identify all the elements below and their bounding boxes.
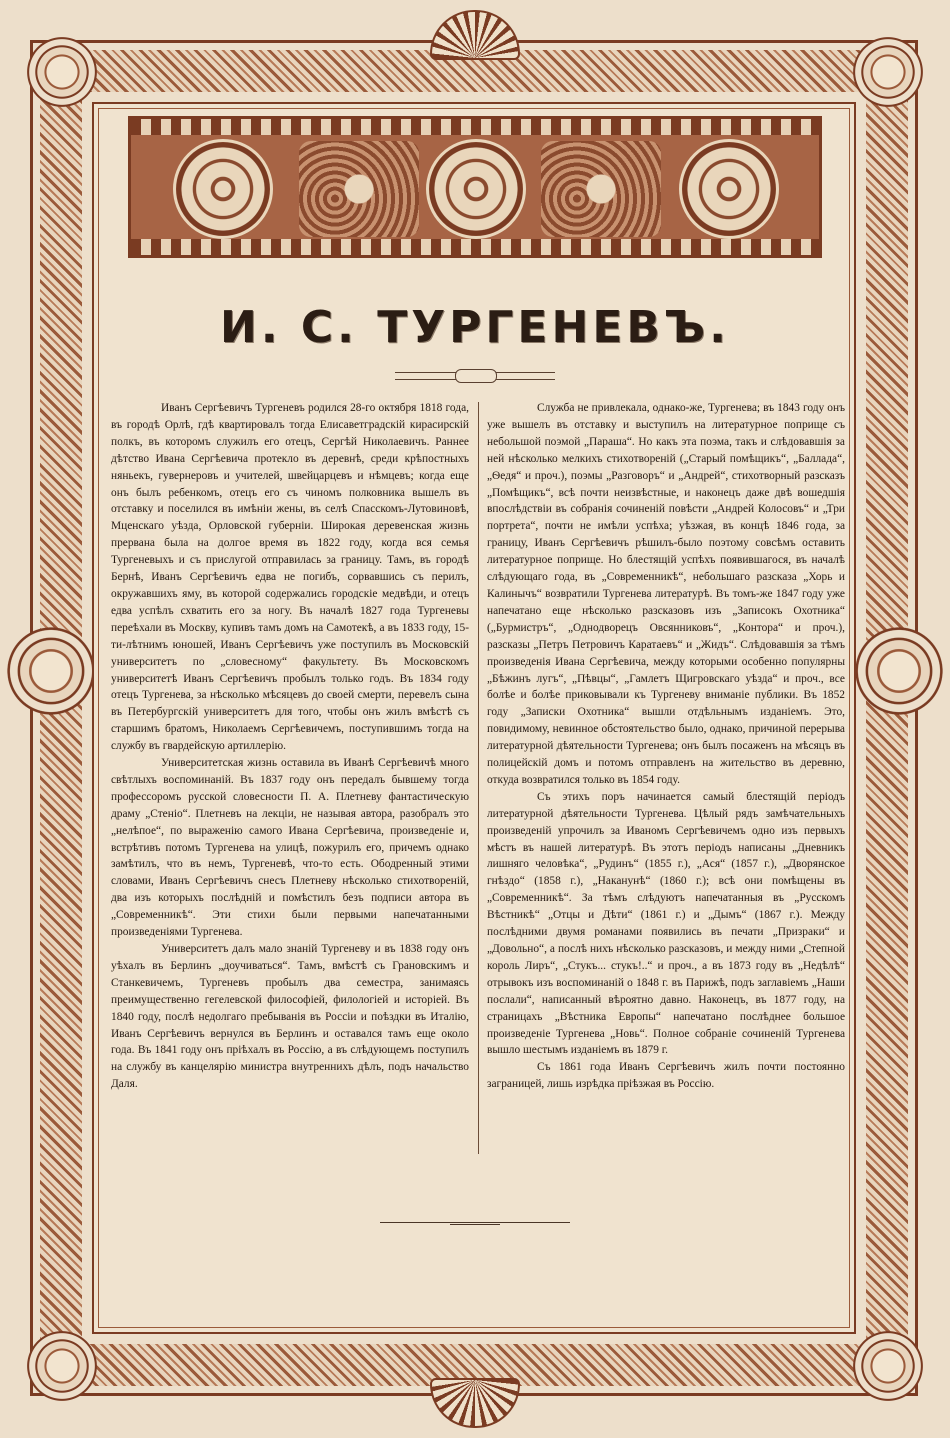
corner-rosette-bottom-right-icon [852, 1330, 924, 1402]
corner-rosette-top-right-icon [852, 36, 924, 108]
side-rosette-right-icon [854, 626, 944, 716]
corner-rosette-top-left-icon [26, 36, 98, 108]
paragraph: Университетская жизнь оставила въ Иванѣ Сергѣевичѣ много свѣтлыхъ воспоминаній. Въ 1837 году онъ передалъ бывшему тогда профессоромъ русской словесности П. А. Плетневу фантастическую драму „Стеніо“. Плетневъ на лекціи, не называя автора, разобралъ это „нелѣпое“, по выраженію самого Ивана Сергѣевича, произведеніе и, встрѣтивъ потомъ Тургенева на улицѣ, пожурилъ его, причемъ однако замѣтилъ, что въ немъ, Тургеневѣ, что-то есть. Ободренный этими словами, Иванъ Сергѣевичъ снесъ Плетневу нѣсколько стихотвореній, два изъ которыхъ послѣдній и помѣстилъ безъ подписи автора въ „Современникѣ“. Эти стихи были первыми напечатанными произведеніями Тургенева. [111, 757, 469, 939]
text-column-left [111, 400, 469, 1093]
floral-ornament-right-icon [541, 141, 661, 237]
paragraph: Иванъ Сергѣевичъ Тургеневъ родился 28-го октября 1818 года, въ городѣ Орлѣ, гдѣ квартировалъ тогда Елисаветградскій кирасирскій полкъ, въ которомъ служилъ его отецъ, Сергѣй Николаевичъ. Раннее дѣтство Ивана Сергѣевича протекло въ деревнѣ, среди крѣпостныхъ няньекъ, гувернеровъ и учителей, швейцарцевъ и нѣмцевъ; когда еще онъ былъ ребенкомъ, отецъ его съ чиномъ полковника вышелъ въ отставку и поселился въ имѣніи жены, въ селѣ Спасскомъ-Лутовиновѣ, Мценскаго уѣзда, Орловской губерніи. Широкая деревенская жизнь прервана была на долгое время въ 1822 году, когда вся семья Тургеневыхъ и съ прислугой отправилась за границу. Тамъ, въ городѣ Бернѣ, Иванъ Сергѣевичъ едва не погибъ, сорвавшись съ перилъ, окружавшихъ яму, въ которой содержались городскіе медвѣди, и отецъ едва успѣлъ схватить его за ногу. Въ началѣ 1827 года Тургеневы переѣхали въ Москву, купивъ тамъ домъ на Самотекѣ, а въ 1833 году, 15-ти-лѣтнимъ юношей, Иванъ Сергѣевичъ уже поступилъ въ Московскій университетъ по „словесному“ факультету. Въ Московскомъ университетѣ Иванъ Сергѣевичъ пробылъ только годъ. Въ 1834 году отецъ Тургенева, за нѣсколько мѣсяцевъ до своей смерти, перевелъ сына въ Петербургскій университетъ для того, чтобы онъ жилъ вмѣстѣ съ старшимъ братомъ, Николаемъ Сергѣевичемъ, поступившимъ тогда на службу въ гвардейскую артиллерію. [111, 402, 469, 753]
paragraph: Съ этихъ поръ начинается самый блестящій періодъ литературной дѣятельности Тургенева. Цѣлый рядъ замѣчательныхъ произведеній упрочилъ за Иваномъ Сергѣевичемъ одно изъ первыхъ мѣстъ въ нашей литературѣ. Въ этотъ періодъ написаны „Дневникъ лишняго человѣка“, „Рудинъ“ (1855 г.), „Ася“ (1857 г.), „Дворянское гнѣздо“ (1858 г.), „Наканунѣ“ (1860 г.); всѣ они помѣщены въ „Современникѣ“. За тѣмъ слѣдуютъ напечатанныя въ „Русскомъ Вѣстникѣ“ „Отцы и Дѣти“ (1861 г.) и „Дымъ“ (1867 г.). Между послѣдними двумя романами появились въ печати „Призраки“ и „Довольно“, а послѣ нихъ нѣсколько разсказовъ, и между ними „Степной король Лиръ“, „Стукъ... стукъ!..“ и проч., а въ 1873 году въ „Недѣлѣ“ отрывокъ изъ воспоминаній о 1848 г. въ Парижѣ, подъ заглавіемъ „Наши послали“, написанный вѣроятно давно. Наконецъ, въ 1877 году, на страницахъ „Вѣстника Европы“ напечатано послѣднее большое произведеніе Тургенева „Новь“. Полное собраніе сочиненій Тургенева вышло шестымъ изданіемъ въ 1879 г. [487, 790, 845, 1057]
paragraph: Университетъ далъ мало знаній Тургеневу и въ 1838 году онъ уѣхалъ въ Берлинъ „доучиваться“. Тамъ, вмѣстѣ съ Грановскимъ и Станкевичемъ, Тургеневъ пробылъ два семестра, занимаясь преимущественно гегелевской философіей, филологіей и исторіей. Въ 1840 году, послѣ недолгаго пребыванія въ Россіи и поѣздки въ Италію, Иванъ Сергѣевичъ вернулся въ Берлинъ и оставался тамъ еще около года. Въ 1841 году онъ пріѣхалъ въ Россію, а въ слѣдующемъ поступилъ на службу въ канцелярію министра внутреннихъ дѣлъ, подъ начальство Даля. [111, 943, 469, 1091]
page-title: И. С. ТУРГЕНЕВЪ. [220, 302, 730, 353]
medallion-center-icon [426, 139, 526, 239]
closing-divider-ornament [380, 1222, 570, 1226]
header-ornament-strip-top [131, 119, 819, 135]
header-ornament-strip-bottom [131, 239, 819, 255]
shell-ornament-bottom-icon [430, 1378, 520, 1428]
corner-rosette-bottom-left-icon [26, 1330, 98, 1402]
medallion-right-icon [679, 139, 779, 239]
shell-ornament-top-icon [430, 10, 520, 60]
paragraph: Служба не привлекала, однако-же, Тургенева; въ 1843 году онъ уже вышелъ въ отставку и выступилъ на литературное поприще съ небольшой поэмой „Параша“. Но какъ эта поэма, такъ и слѣдовавшія за ней нѣсколько мелкихъ стихотвореній („Старый помѣщикъ“, „Баллада“, „Ѳедя“ и проч.), поэмы „Разговоръ“ и „Андрей“, стихотворный разсказъ „Помѣщикъ“, всѣ почти неизвѣстные, и наконецъ даже двѣ вошедшія впослѣдствіи въ собранія сочиненій повѣсти „Андрей Колосовъ“ и „Три портрета“, почти не имѣли успѣха; уѣзжая, въ концѣ 1846 года, за границу, Иванъ Сергѣевичъ рѣшилъ-было поэтому совсѣмъ оставить литературное поприще. Но блестящій успѣхъ появившагося, въ началѣ слѣдующаго года, въ „Современникѣ“, небольшаго разсказа „Хорь и Калинычъ“ возвратили Тургенева литературѣ. Въ томъ-же 1847 году уже напечатано еще нѣсколько разсказовъ изъ „Записокъ Охотника“ („Бурмистръ“, „Однодворецъ Овсянниковъ“, „Контора“ и проч.), разсказы „Петръ Петровичъ Каратаевъ“ и „Жидъ“. Слѣдовавшія за тѣмъ произведенія Ивана Сергѣевича, между которыми особенно популярны „Бѣжинъ лугъ“, „Пѣвцы“, „Гамлетъ Щигровскаго уѣзда“ и проч., все болѣе и болѣе приковывали къ Тургеневу вниманіе публики. Въ 1852 году „Записки Охотника“ вышли отдѣльнымъ изданіемъ. Это, повидимому, невинное обстоятельство было, однако, причиной перерыва литературной дѣятельности Тургенева; онъ былъ посаженъ на мѣсяцъ въ полицейскій домъ и потомъ отправленъ на жительство въ деревню, откуда возвратился только въ 1854 году. [487, 402, 845, 786]
header-ornament-banner [128, 116, 822, 258]
title-divider-ornament [395, 372, 555, 380]
paragraph: Съ 1861 года Иванъ Сергѣевичъ жилъ почти постоянно заграницей, лишь изрѣдка пріѣзжая въ Россію. [487, 1061, 845, 1091]
column-divider [478, 402, 479, 1154]
side-rosette-left-icon [6, 626, 96, 716]
floral-ornament-left-icon [299, 141, 419, 237]
text-column-right [487, 400, 845, 1093]
medallion-left-icon [173, 139, 273, 239]
